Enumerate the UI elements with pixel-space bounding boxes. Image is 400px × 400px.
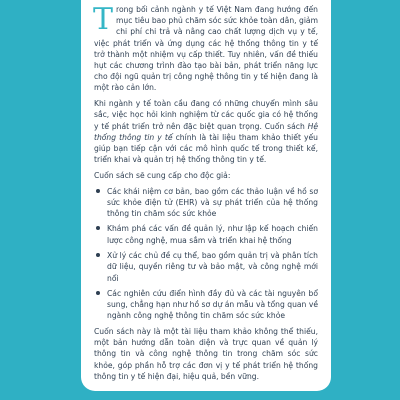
list-item-text: Các nghiên cứu điển hình đầy đủ và các tài nguyên bổ sung, chẳng hạn như hồ sơ dự án mẫu và tổng quan về ngành công nghệ thông tin chăm sóc sức khỏe bbox=[107, 289, 318, 321]
list-item bbox=[94, 186, 318, 220]
context-text-end: chính là tài liệu tham khảo thiết yếu giúp bạn tiếp cận với các mô hình quốc tế trong thiết kế, triển khai và quản trị hệ thống thông tin y tế. bbox=[94, 132, 318, 165]
bullet-icon bbox=[96, 226, 100, 230]
list-item bbox=[94, 223, 318, 245]
list-item-text: Các khái niệm cơ bản, bao gồm các thảo luận về hồ sơ sức khỏe điện tử (EHR) và sự phát triển của hệ thống thông tin chăm sóc sức khỏe bbox=[107, 186, 318, 218]
list-item bbox=[94, 288, 318, 322]
intro-text: rong bối cảnh ngành y tế Việt Nam đang hướng đến mục tiêu bao phủ chăm sóc sức khỏe toàn dân, giảm chi phí chi trả và nâng cao chất lượng dịch vụ y tế, việc phát triển và ứng dụng các hệ thống thông tin y tế trở thành một nhiệm vụ cấp thiết. Tuy nhiên, vấn đề thiếu hụt các chương trình đào tạo bài bản, phát triển năng lực cho đội ngũ quản trị công nghệ thông tin y tế hiện đang là một rào cản lớn. bbox=[94, 5, 318, 93]
list-item-text: Khám phá các vấn đề quản lý, như lập kế hoạch chiến lược công nghệ, mua sắm và triển khai hệ thống bbox=[107, 224, 318, 245]
list-item-text: Xử lý các chủ đề cụ thể, bao gồm quản trị và phân tích dữ liệu, quyền riêng tư và bảo mật, và công nghệ mới nổi bbox=[107, 251, 318, 283]
context-paragraph bbox=[94, 98, 318, 165]
book-description-card bbox=[81, 0, 331, 391]
bullet-icon bbox=[96, 253, 100, 257]
bullet-icon bbox=[96, 291, 100, 295]
book-title: Hệ thống thông tin y tế bbox=[94, 121, 318, 142]
bullet-icon bbox=[96, 189, 100, 193]
context-text-start: Khi ngành y tế toàn cầu đang có những chuyển mình sâu sắc, việc học hỏi kinh nghiệm từ các quốc gia có hệ thống y tế phát triển trở nên đặc biệt quan trọng. Cuốn sách bbox=[94, 99, 318, 131]
list-intro: Cuốn sách sẽ cung cấp cho độc giả: bbox=[94, 170, 231, 180]
closing-paragraph: Cuốn sách này là một tài liệu tham khảo không thể thiếu, một bản hướng dẫn toàn diện và trực quan về quản lý thông tin và công nghệ thông tin trong chăm sóc sức khỏe, góp phần hỗ trợ các đơn vị y tế phát triển hệ thống thông tin y tế hiện đại, hiệu quả, bền vững. bbox=[94, 326, 318, 381]
list-item bbox=[94, 250, 318, 284]
drop-cap: T bbox=[93, 2, 114, 37]
feature-list bbox=[94, 186, 318, 322]
intro-paragraph bbox=[94, 4, 318, 94]
